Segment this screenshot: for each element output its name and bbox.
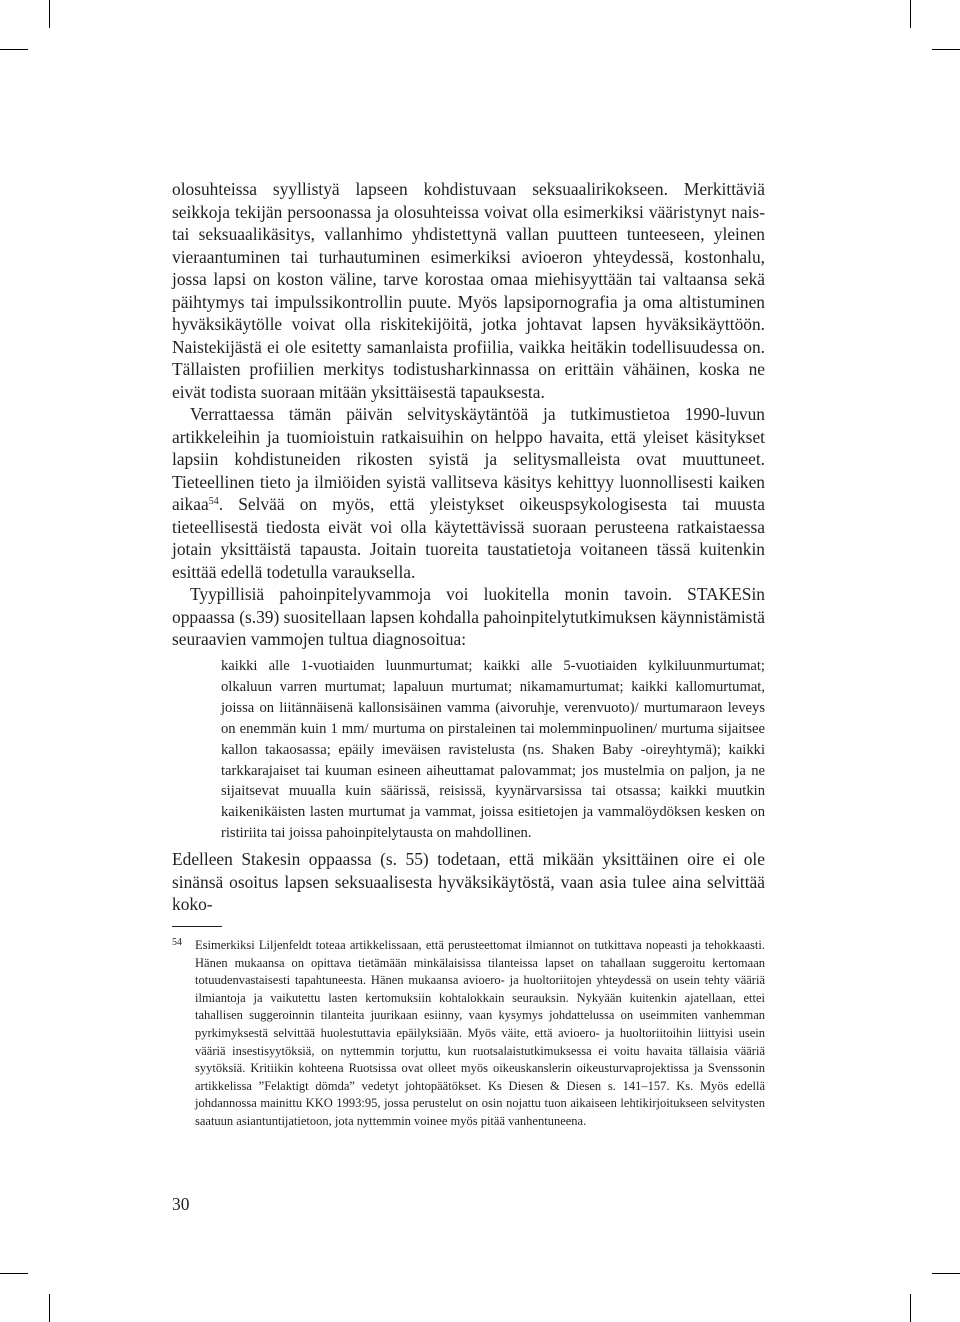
paragraph-1-text: olosuhteissa syyllistyä lapseen kohdistuvaan seksuaalirikokseen. Merkittäviä seikkoja tekijän persoonassa ja olosuhteissa voivat olla esimerkiksi vääristynyt nais- tai seksuaalikäsitys, vallanhimo yhdistettynä vallan puutteen tunteeseen, yleinen vieraantuminen tai turhautuminen esimerkiksi avioeron yhteydessä, kostonhalu, jossa lapsi on koston väline, tarve korostaa omaa miehisyyttään tai valtaansa sekä päihtymys tai impulssikontrollin puute. Myös lapsipornografia ja oma altistuminen hyväksikäytölle voivat olla riskitekijöitä, jotka johtavat lapsen hyväksikäyttöön. Naistekijästä ei ole esitetty samanlaista profiilia, vaikka heitäkin todellisuudessa on. Tällaisten profiilien merkitys todistusharkinnassa on erittäin vähäinen, koska ne eivät todista suoraan mitään yksittäisestä tapauksesta. xyxy=(172,179,765,402)
footnote-separator xyxy=(172,926,222,927)
paragraph-3-text: Tyypillisiä pahoinpitelyvammoja voi luokitella monin tavoin. STAKESin oppaassa (s.39) suositellaan lapsen kohdalla pahoinpitelytutkimuksen käynnistämistä seuraavien vammojen tultua diagnosoitua: xyxy=(172,584,765,649)
crop-mark-top-right-vertical xyxy=(910,0,911,28)
paragraph-2-text-continued: . Selvää on myös, että yleistykset oikeuspsykologisesta tai muusta tieteellisestä tiedosta eivät voi olla käytettävissä suoraan perusteena ratkaistaessa jotain yksittäistä tapausta. Joitain tuoreita taustatietoja voitaneen tässä kuitenkin esittää edellä todetulla varauksella. xyxy=(172,494,765,582)
crop-mark-bottom-left-horizontal xyxy=(0,1273,28,1274)
crop-mark-bottom-left-vertical xyxy=(49,1294,50,1322)
crop-mark-bottom-right-horizontal xyxy=(932,1273,960,1274)
crop-mark-top-left-horizontal xyxy=(0,49,28,50)
crop-mark-top-left-vertical xyxy=(49,0,50,28)
footnote xyxy=(172,937,765,1131)
paragraph-1 xyxy=(172,178,765,403)
footnote-reference[interactable]: 54 xyxy=(208,496,219,507)
footnote-number: 54 xyxy=(172,937,182,948)
paragraph-2 xyxy=(172,403,765,583)
footnote-text: Esimerkiksi Liljenfeldt toteaa artikkelissaan, että perusteettomat ilmiannot on tutkittava nopeasti ja tehokkaasti. Hänen mukaansa on opittava tietämään minkälaisissa tilanteissa lapset on tahallaan suggeroitu kertomaan totuudenvastaisesti tapahtuneesta. Hänen mukaansa avioero- ja huoltoriitojen yhteydessä on usein tehty vääriä ilmiantoja ja vaikutettu lasten kertomuksiin kohtalokkain seurauksin. Nykyään kuitenkin ajatellaan, ettei tahallisen suggeroinnin tilanteita juurikaan esiinny, vaan kysymys johdattelussa on useimmiten vanhemman pyrkimyksestä selvittää huolestuttavia epäilyksiään. Myös väite, että avioero- ja huoltoriitoihin liittyisi usein vääriä insestisyytöksiä, on nyttemmin torjuttu, kun ruotsalaistutkimuksessa ei voitu havaita tällaisia vääriä syytöksiä. Kritiikin kohteena Ruotsissa ovat olleet myös oikeuskanslerin oikeusturvaprojektissa ja Svenssonin artikkelissa ”Felaktigt dömda” vedetyt johtopäätökset. Ks Diesen & Diesen s. 141–157. Ks. Myös edellä johdannossa mainittu KKO 1993:95, jossa perustelut on osin nojattu tuon aikaiseen lehtikirjoitukseen selvitysten saatuun asiantuntijatietoon, jota nyttemmin voinee myös pitää vanhentuneena. xyxy=(195,938,765,1128)
page-number: 30 xyxy=(172,1194,190,1214)
paragraph-after-quote: Edelleen Stakesin oppaassa (s. 55) todetaan, että mikään yksittäinen oire ei ole sinänsä osoitus lapsen seksuaalisesta hyväksikäytöstä, vaan asia tulee aina selvittää koko- xyxy=(172,849,765,914)
block-quote: kaikki alle 1-vuotiaiden luunmurtumat; kaikki alle 5-vuotiaiden kylkiluunmurtumat; olkaluun varren murtumat; lapaluun murtumat; nikamamurtumat; kaikki kallomurtumat, joissa on liitännäisenä kallonsisäinen vamma (aivoruhje, verenvuoto)/ murtumaraon leveys on enemmän kuin 1 mm/ murtuma on pirstaleinen tai molemminpuolinen/ murtuma sijaitsee kallon takaosassa; epäily imeväisen ravistelusta (ns. Shaken Baby -oireyhtymä); kaikki tarkkarajaiset tai kuuman esineen aiheuttamat palovammat; jos mustelmia on paljon, ja ne sijaitsevat muualla kuin säärissä, reisissä, kyynärvarsissa tai otsassa; kaikki muutkin kaikenikäisten lasten murtumat ja vammat, joissa esitietojen ja vammalöydöksen kesken on ristiriita tai joissa pahoinpitelytausta on mahdollinen. xyxy=(221,658,765,842)
paragraph-3 xyxy=(172,583,765,651)
main-text xyxy=(172,178,765,651)
crop-mark-top-right-horizontal xyxy=(932,49,960,50)
paragraph-2-text: Verrattaessa tämän päivän selvityskäytäntöä ja tutkimustietoa 1990-luvun artikkeleihin ja tuomioistuin ratkaisuihin on helppo havaita, että yleiset käsitykset lapsiin kohdistuneiden rikosten syistä ja selitysmalleista ovat muuttuneet. Tieteellinen tieto ja ilmiöiden syistä vallitseva käsitys kehittyy luonnollisesti kaiken aikaa xyxy=(172,404,765,514)
after-quote-text xyxy=(172,848,765,916)
crop-mark-bottom-right-vertical xyxy=(910,1294,911,1322)
